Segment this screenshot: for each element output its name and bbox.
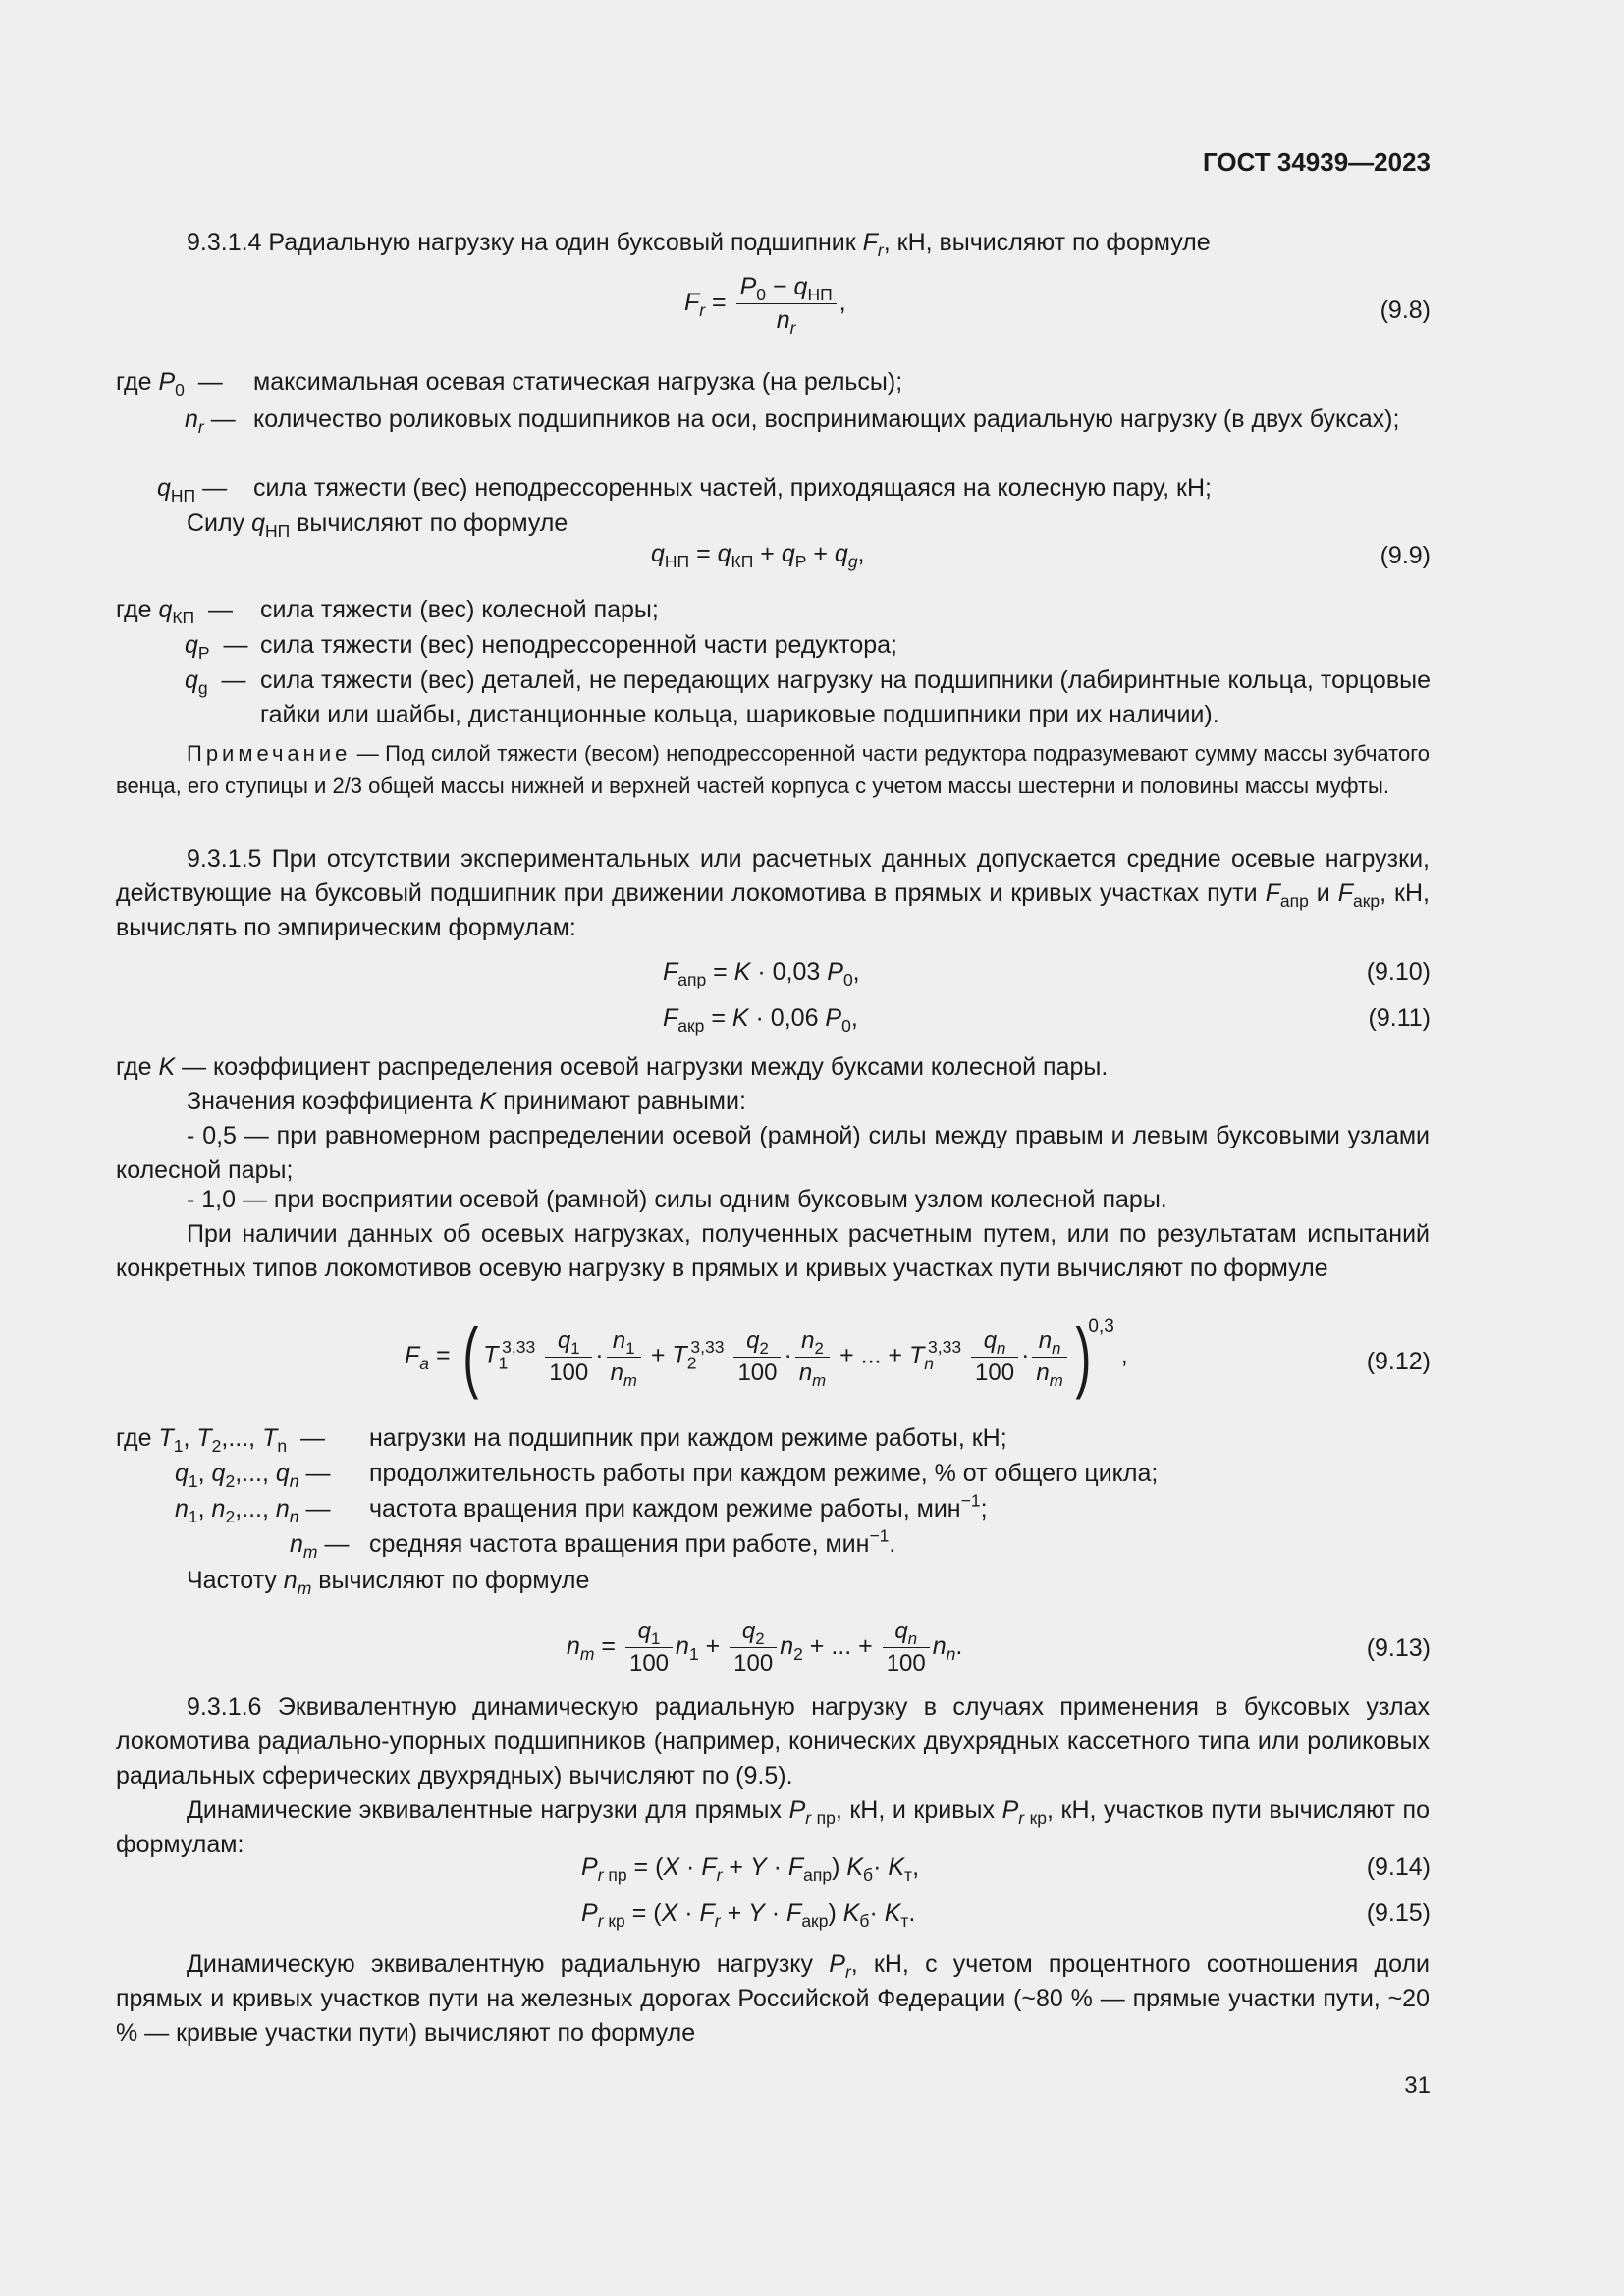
formula-9-11: $F_{акр} = K \cdot 0,06$ $P_0$, — [663, 1004, 858, 1037]
paragraph-data: При наличии данных об осевых нагрузках, полученных расчетным путем, или по результатам испытаний конкретных типов локомотивов осевую нагрузку в прямых и кривых участках пути вычисляют по формуле — [116, 1220, 1430, 1282]
definition-text: средняя частота вращения при работе, мин$^{-1}$. — [369, 1525, 896, 1558]
definition-term: $n_r$ — — [185, 405, 236, 438]
definition-term: $n_m$ — — [290, 1530, 350, 1563]
paragraph-9316: 9.3.1.6 Эквивалентную динамическую радиальную нагрузку в случаях применения в буксовых узлах локомотива радиально-упорных подшипников (например, конических двухрядных кассетного типа или роликовых радиальных сферических двухрядных) вычисляют по (9.5). — [116, 1693, 1430, 1789]
formula-9-12: $F_a$ = ( $T_1^{3,33}$ $\frac{q_1}{100}$ · $\frac{n_1}{n_m}$ + $T_2^{3,33}$ $\frac{q_2}{100}$ · $\frac{n_2}{n_m}$ + ... + $T_n^{3,33}$ $\frac{q_n}{100}$ · $\frac{n_n}{n_m}$ )$^{0,3}$ , — [405, 1312, 1128, 1400]
document-header: ГОСТ 34939—2023 — [1203, 147, 1431, 177]
definition-text: сила тяжести (вес) неподрессоренных частей, приходящаяся на колесную пару, кН; — [253, 474, 1212, 502]
definition-term: $q_g$ — — [185, 667, 246, 699]
paragraph-9314: 9.3.1.4 Радиальную нагрузку на один буксовый подшипник $F_r$, кН, вычисляют по формуле — [187, 229, 1211, 261]
definition-term: где $T_1$, $T_2$,..., $T_n$ — — [116, 1424, 325, 1457]
note: Примечание — Под силой тяжести (весом) неподрессоренной части редуктора подразумевают сумму массы зубчатого венца, его ступицы и 2/3 общей массы нижней и верхней частей корпуса с учетом массы шестерни и половины массы муфты. — [116, 741, 1430, 798]
equation-number: (9.14) — [1366, 1853, 1431, 1881]
definition-text: нагрузки на подшипник при каждом режиме работы, кН; — [369, 1424, 1007, 1452]
paragraph-k-def: где K — коэффициент распределения осевой нагрузки между буксами колесной пары. — [116, 1053, 1109, 1081]
formula-9-15: $P_r$ $_{кр} = (X \cdot F_r + Y \cdot F_{акр})$ $K_б\cdot K_т$. — [581, 1899, 916, 1932]
formula-9-14: $P_r$ $_{пр} = (X \cdot F_r + Y \cdot F_{апр})$ $K_б\cdot K_т$, — [581, 1853, 920, 1886]
definition-text: частота вращения при каждом режиме работы, мин$^{-1}$; — [369, 1490, 988, 1522]
equation-number: (9.8) — [1380, 296, 1431, 324]
definition-text: максимальная осевая статическая нагрузка (на рельсы); — [253, 368, 903, 396]
definition-term: $q_{НП}$ — — [157, 474, 228, 507]
formula-9-10: $F_{апр} = K \cdot 0,03$ $P_0$, — [663, 958, 860, 990]
list-item-k05: - 0,5 — при равномерном распределении осевой (рамной) силы между правым и левым буксовыми узлами колесной пары; — [116, 1122, 1430, 1184]
equation-number: (9.13) — [1366, 1634, 1431, 1662]
definition-text: сила тяжести (вес) неподрессоренной части редуктора; — [260, 631, 897, 659]
paragraph-dynamic: Динамические эквивалентные нагрузки для прямых $P_r$ $_{пр}$, кН, и кривых $P_r$ $_{кр}$, кН, участков пути вычисляют по формулам: — [116, 1796, 1430, 1858]
definition-text: продолжительность работы при каждом режиме, % от общего цикла; — [369, 1460, 1159, 1487]
page-number: 31 — [1404, 2072, 1431, 2099]
formula-9-8: $F_r$ = $\frac{P_0 - q_{НП}}{n_r}$ , — [684, 273, 846, 339]
list-item-k10: - 1,0 — при восприятии осевой (рамной) силы одним буксовым узлом колесной пары. — [187, 1186, 1167, 1213]
definition-term: где $P_0$ — — [116, 368, 223, 400]
formula-9-9: $q_{НП} = q_{КП} + q_Р + q_g$, — [651, 540, 865, 572]
equation-number: (9.11) — [1368, 1004, 1431, 1032]
formula-9-13: $n_m$ = $\frac{q_1}{100}$ $n_1$ + $\frac{q_2}{100}$ $n_2$ + ... + $\frac{q_n}{100}$ $n_n$. — [567, 1618, 963, 1677]
definition-term: где $q_{КП}$ — — [116, 596, 234, 628]
definition-text: сила тяжести (вес) колесной пары; — [260, 596, 659, 623]
paragraph-9315: 9.3.1.5 При отсутствии экспериментальных или расчетных данных допускается средние осевые нагрузки, действующие на буксовый подшипник при движении локомотива в прямых и кривых участках пути $F_{апр}$ и $F_{акр}$, кН, вычислять по эмпирическим формулам: — [116, 845, 1430, 941]
definition-term: $q_1$, $q_2$,..., $q_n$ — — [175, 1460, 331, 1492]
definition-term: $q_Р$ — — [185, 631, 248, 664]
equation-number: (9.15) — [1366, 1899, 1431, 1927]
equation-number: (9.12) — [1366, 1348, 1431, 1375]
paragraph-k-values: Значения коэффициента K принимают равными: — [187, 1088, 746, 1115]
equation-number: (9.9) — [1380, 542, 1431, 569]
paragraph-force-q: Силу $q_{НП}$ вычисляют по формуле — [187, 509, 568, 542]
paragraph-last: Динамическую эквивалентную радиальную нагрузку $P_r$, кН, с учетом процентного соотношения доли прямых и кривых участков пути на железных дорогах Российской Федерации (~80 % — прямые участки пути, ~20 % — кривые участки пути) вычисляют по формуле — [116, 1950, 1431, 2047]
definition-term: $n_1$, $n_2$,..., $n_n$ — — [175, 1495, 331, 1527]
definition-text: количество роликовых подшипников на оси, воспринимающих радиальную нагрузку (в двух буксах); — [253, 405, 1400, 433]
definition-text: сила тяжести (вес) деталей, не передающих нагрузку на подшипники (лабиринтные кольца, торцовые гайки или шайбы, дистанционные кольца, шариковые подшипники при их наличии). — [260, 667, 1431, 728]
equation-number: (9.10) — [1366, 958, 1431, 986]
paragraph-frequency: Частоту $n_m$ вычисляют по формуле — [187, 1567, 590, 1599]
